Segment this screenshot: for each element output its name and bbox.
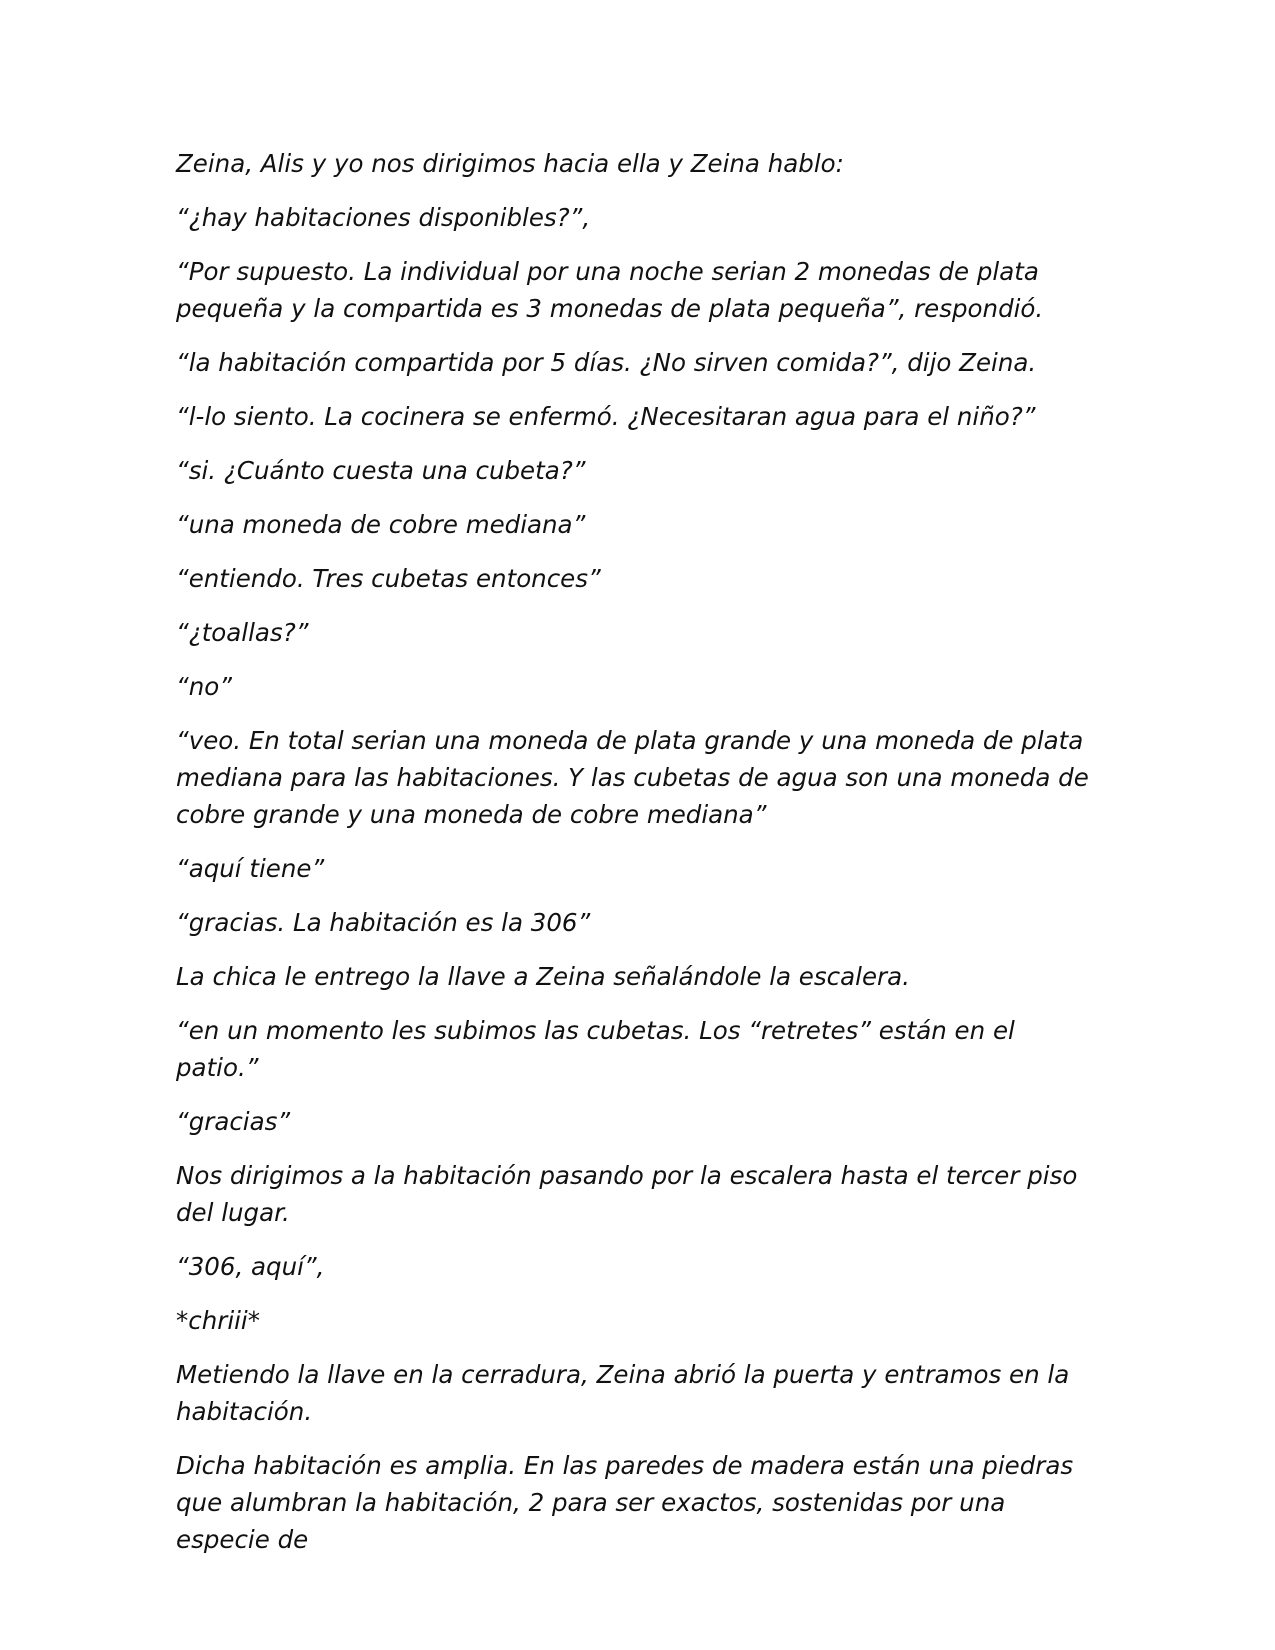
paragraph: “gracias” bbox=[176, 1107, 291, 1136]
paragraph: Nos dirigimos a la habitación pasando por la escalera hasta el tercer piso del lugar. bbox=[176, 1161, 1078, 1227]
paragraph: “306, aquí”, bbox=[176, 1252, 325, 1281]
paragraph: “no” bbox=[176, 672, 232, 701]
paragraph: Metiendo la llave en la cerradura, Zeina abrió la puerta y entramos en la habitación. bbox=[176, 1360, 1070, 1426]
paragraph: La chica le entrego la llave a Zeina señalándole la escalera. bbox=[176, 962, 910, 991]
paragraph: “gracias. La habitación es la 306” bbox=[176, 908, 591, 937]
paragraph: “l-lo siento. La cocinera se enfermó. ¿Necesitaran agua para el niño?” bbox=[176, 402, 1036, 431]
paragraph: “una moneda de cobre mediana” bbox=[176, 510, 586, 539]
paragraph: “entiendo. Tres cubetas entonces” bbox=[176, 564, 601, 593]
paragraph: “en un momento les subimos las cubetas. Los “retretes” están en el patio.” bbox=[176, 1016, 1015, 1082]
paragraph: “Por supuesto. La individual por una noche serian 2 monedas de plata pequeña y la compartida es 3 monedas de plata pequeña”, respondió. bbox=[176, 257, 1044, 323]
paragraph: “veo. En total serian una moneda de plata grande y una moneda de plata mediana para las habitaciones. Y las cubetas de agua son una moneda de cobre grande y una moneda de cobre mediana” bbox=[176, 726, 1089, 829]
paragraph: *chriii* bbox=[176, 1306, 260, 1335]
paragraph: “aquí tiene” bbox=[176, 854, 325, 883]
paragraph: “¿hay habitaciones disponibles?”, bbox=[176, 203, 591, 232]
document-body bbox=[176, 145, 1096, 1575]
paragraph: “¿toallas?” bbox=[176, 618, 309, 647]
paragraph: “si. ¿Cuánto cuesta una cubeta?” bbox=[176, 456, 586, 485]
paragraph: Zeina, Alis y yo nos dirigimos hacia ella y Zeina hablo: bbox=[176, 149, 844, 178]
paragraph: “la habitación compartida por 5 días. ¿No sirven comida?”, dijo Zeina. bbox=[176, 348, 1037, 377]
paragraph: Dicha habitación es amplia. En las paredes de madera están una piedras que alumbran la habitación, 2 para ser exactos, sostenidas por una especie de bbox=[176, 1451, 1074, 1554]
